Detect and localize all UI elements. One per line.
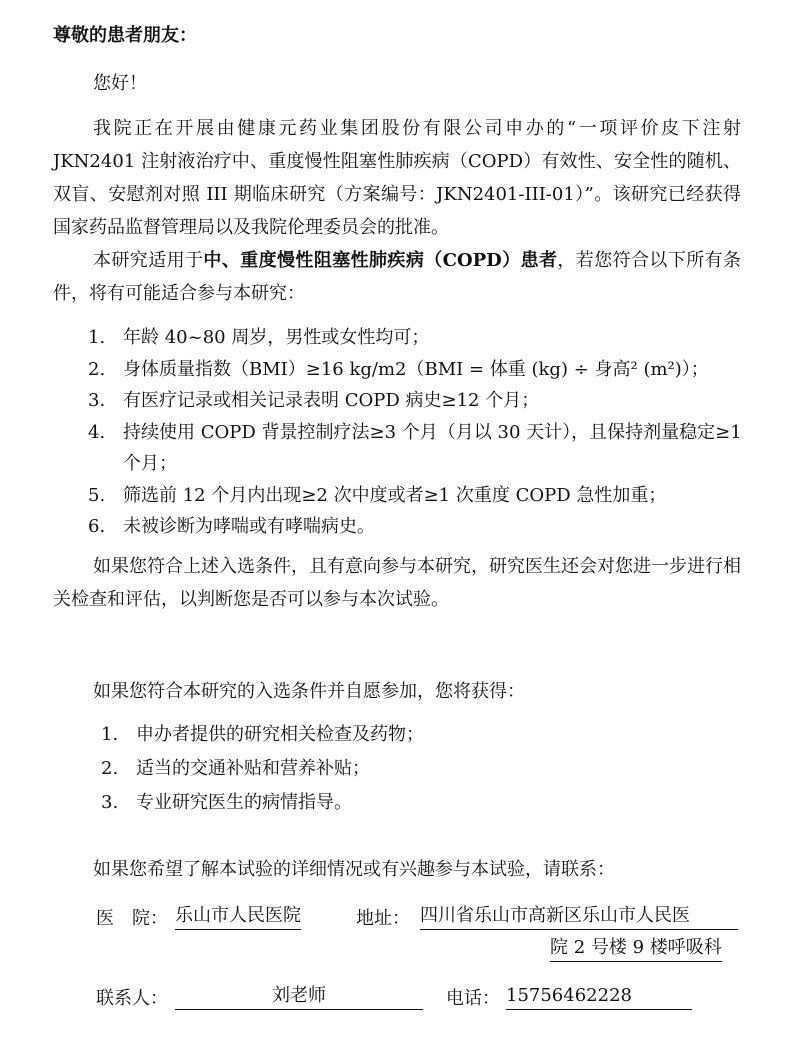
list-item <box>101 718 701 752</box>
list-item <box>101 752 701 786</box>
eligibility-text-after: ，若您符合以下所有条件，将有可能适合参与本研究： <box>53 250 742 304</box>
address-line-1: 四川省乐山市高新区乐山市人民医 <box>420 903 738 930</box>
intro-paragraph: 我院正在开展由健康元药业集团股份有限公司申办的“一项评价皮下注射 JKN2401 注射液治疗中、重度慢性阻塞性肺疾病（COPD）有效性、安全性的随机、双盲、安慰剂对照 III 期临床研究（方案编号：JKN2401-III-01）”。该研究已经获得国家药品监督管理局以及我院伦理委员会的批准。 <box>53 118 741 238</box>
list-item-number: 5. <box>88 484 106 506</box>
list-item <box>88 417 748 480</box>
list-item-text: 未被诊断为哮喘或有哮喘病史。 <box>123 516 375 537</box>
greeting: 尊敬的患者朋友： <box>53 25 197 46</box>
list-item-number: 4. <box>88 421 106 443</box>
contact-intro: 如果您希望了解本试验的详细情况或有兴趣参与本试验，请联系： <box>93 859 615 880</box>
list-item-text: 身体质量指数（BMI）≥16 kg/m2（BMI = 体重 (kg) ÷ 身高² (m²)）； <box>123 358 709 380</box>
inclusion-criteria-list <box>88 322 748 543</box>
address-label: 地址： <box>356 908 410 929</box>
list-item-number: 2. <box>88 358 106 380</box>
list-item <box>88 322 748 354</box>
list-item-number: 3. <box>88 390 106 411</box>
eligibility-target-disease: 中、重度慢性阻塞性肺疾病（COPD）患者 <box>203 250 558 271</box>
benefits-list <box>101 718 701 820</box>
contact-person-name: 刘老师 <box>175 983 423 1010</box>
benefits-intro: 如果您符合本研究的入选条件并自愿参加，您将获得： <box>93 681 525 702</box>
list-item <box>88 385 748 417</box>
list-item-text: 适当的交通补贴和营养补贴； <box>136 758 370 779</box>
hello-line: 您好！ <box>93 73 147 94</box>
phone-label: 电话： <box>446 988 500 1009</box>
list-item-text: 有医疗记录或相关记录表明 COPD 病史≥12 个月； <box>123 390 540 411</box>
list-item-text: 申办者提供的研究相关检查及药物； <box>136 724 424 745</box>
hospital-name: 乐山市人民医院 <box>175 903 301 930</box>
list-item-text: 年龄 40~80 周岁，男性或女性均可； <box>123 327 430 348</box>
list-item-number: 1. <box>88 327 106 348</box>
further-check-paragraph: 如果您符合上述入选条件，且有意向参与本研究，研究医生还会对您进一步进行相关检查和评估，以判断您是否可以参与本次试验。 <box>53 556 741 610</box>
address-line-2: 院 2 号楼 9 楼呼吸科 <box>550 935 722 962</box>
list-item <box>88 480 748 512</box>
list-item-number: 6. <box>88 516 106 537</box>
list-item-number: 1. <box>101 724 119 745</box>
list-item-text: 筛选前 12 个月内出现≥2 次中度或者≥1 次重度 COPD 急性加重； <box>123 484 667 506</box>
phone-number: 15756462228 <box>506 983 692 1010</box>
list-item <box>88 354 748 386</box>
list-item-text: 持续使用 COPD 背景控制疗法≥3 个月（月以 30 天计），且保持剂量稳定≥1 个月； <box>123 421 742 474</box>
hospital-label: 医 院： <box>96 908 168 929</box>
list-item <box>88 511 748 543</box>
list-item-number: 2. <box>101 758 119 779</box>
eligibility-paragraph <box>53 244 741 310</box>
contact-person-label: 联系人： <box>96 988 168 1009</box>
list-item-text: 专业研究医生的病情指导。 <box>136 792 352 813</box>
list-item <box>101 786 701 820</box>
list-item-number: 3. <box>101 792 119 813</box>
eligibility-text-before: 本研究适用于 <box>93 250 204 271</box>
